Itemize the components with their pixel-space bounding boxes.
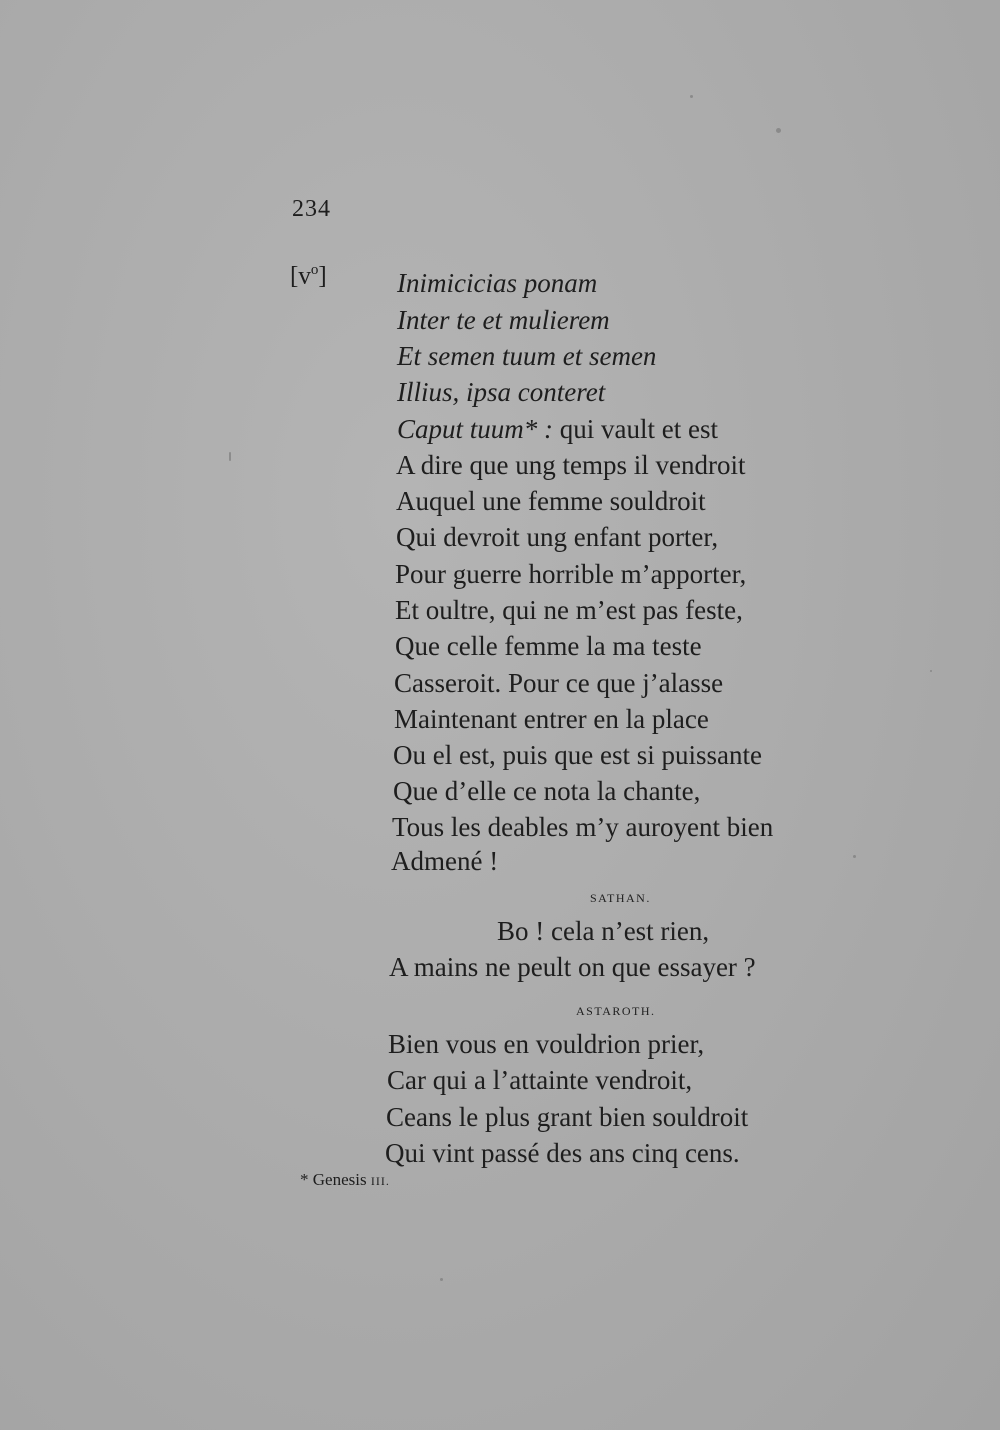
- verse-roman: A dire que ung temps il vendroit: [396, 450, 746, 480]
- verse-line: [397, 343, 656, 370]
- verse-italic: Inter te et mulierem: [397, 305, 610, 335]
- verse-italic: Et semen tuum et semen: [397, 341, 657, 371]
- speaker-name: SATHAN.: [590, 891, 651, 905]
- verse-roman: Qui devroit ung enfant porter,: [396, 522, 719, 552]
- footnote-text: Genesis: [312, 1170, 367, 1189]
- verse-line: [391, 848, 498, 875]
- verse-roman: Auquel une femme souldroit: [396, 486, 706, 516]
- verse-italic: Inimicicias ponam: [397, 268, 598, 298]
- verse-line: [396, 524, 718, 551]
- speech-line: Bien vous en vouldrion prier,: [388, 1029, 705, 1059]
- verse-line: [394, 706, 709, 733]
- footnote: [300, 1170, 390, 1190]
- verse-line: [393, 778, 700, 805]
- folio-marker: [290, 262, 327, 290]
- verse-roman: Admené !: [391, 846, 499, 876]
- speech-line: Qui vint passé des ans cinq cens.: [385, 1138, 740, 1168]
- verse-line: [395, 561, 746, 588]
- verse-line: [395, 633, 702, 660]
- folio-close: ]: [318, 262, 327, 290]
- verse-line: [397, 307, 610, 334]
- verse-roman: Que d’elle ce nota la chante,: [393, 776, 701, 806]
- folio-sup: o: [310, 262, 319, 278]
- page-number: 234: [292, 196, 331, 222]
- speech-line: Bo ! cela n’est rien,: [497, 916, 710, 946]
- verse-roman: Et oultre, qui ne m’est pas feste,: [395, 595, 743, 625]
- verse-roman: Ou el est, puis que est si puissante: [393, 740, 762, 770]
- paper-speck: [776, 128, 781, 133]
- speaker-name: ASTAROTH.: [576, 1004, 656, 1018]
- verse-line: [397, 416, 718, 443]
- verse-roman: Pour guerre horrible m’apporter,: [395, 559, 747, 589]
- verse-line: [393, 742, 762, 769]
- verse-line: [396, 452, 745, 479]
- verse-roman: Maintenant entrer en la place: [394, 704, 709, 734]
- speech-line: A mains ne peult on que essayer ?: [389, 952, 756, 982]
- paper-speck: [853, 855, 856, 858]
- verse-line: [392, 814, 773, 841]
- verse-italic: Illius, ipsa conteret: [397, 377, 606, 407]
- speech-line: Car qui a l’attainte vendroit,: [387, 1065, 693, 1095]
- verse-roman: Tous les deables m’y auroyent bien: [392, 812, 774, 842]
- folio-open: [v: [290, 262, 311, 290]
- paper-speck: [930, 670, 932, 672]
- verse-line: [397, 270, 597, 297]
- verse-line: [397, 379, 605, 406]
- speech-line: Ceans le plus grant bien souldroit: [386, 1102, 749, 1132]
- verse-roman: Que celle femme la ma teste: [395, 631, 702, 661]
- verse-line: [395, 597, 743, 624]
- verse-roman: qui vault et est: [553, 414, 718, 444]
- paper-speck: [229, 452, 231, 461]
- verse-roman: Casseroit. Pour ce que j’alasse: [394, 668, 724, 698]
- verse-line: [396, 488, 706, 515]
- verse-line: [394, 670, 723, 697]
- footnote-mark: *: [300, 1170, 309, 1189]
- paper-speck: [440, 1278, 443, 1281]
- paper-speck: [690, 95, 693, 98]
- footnote-ref: III.: [370, 1174, 390, 1188]
- verse-italic: Caput tuum* :: [397, 414, 554, 444]
